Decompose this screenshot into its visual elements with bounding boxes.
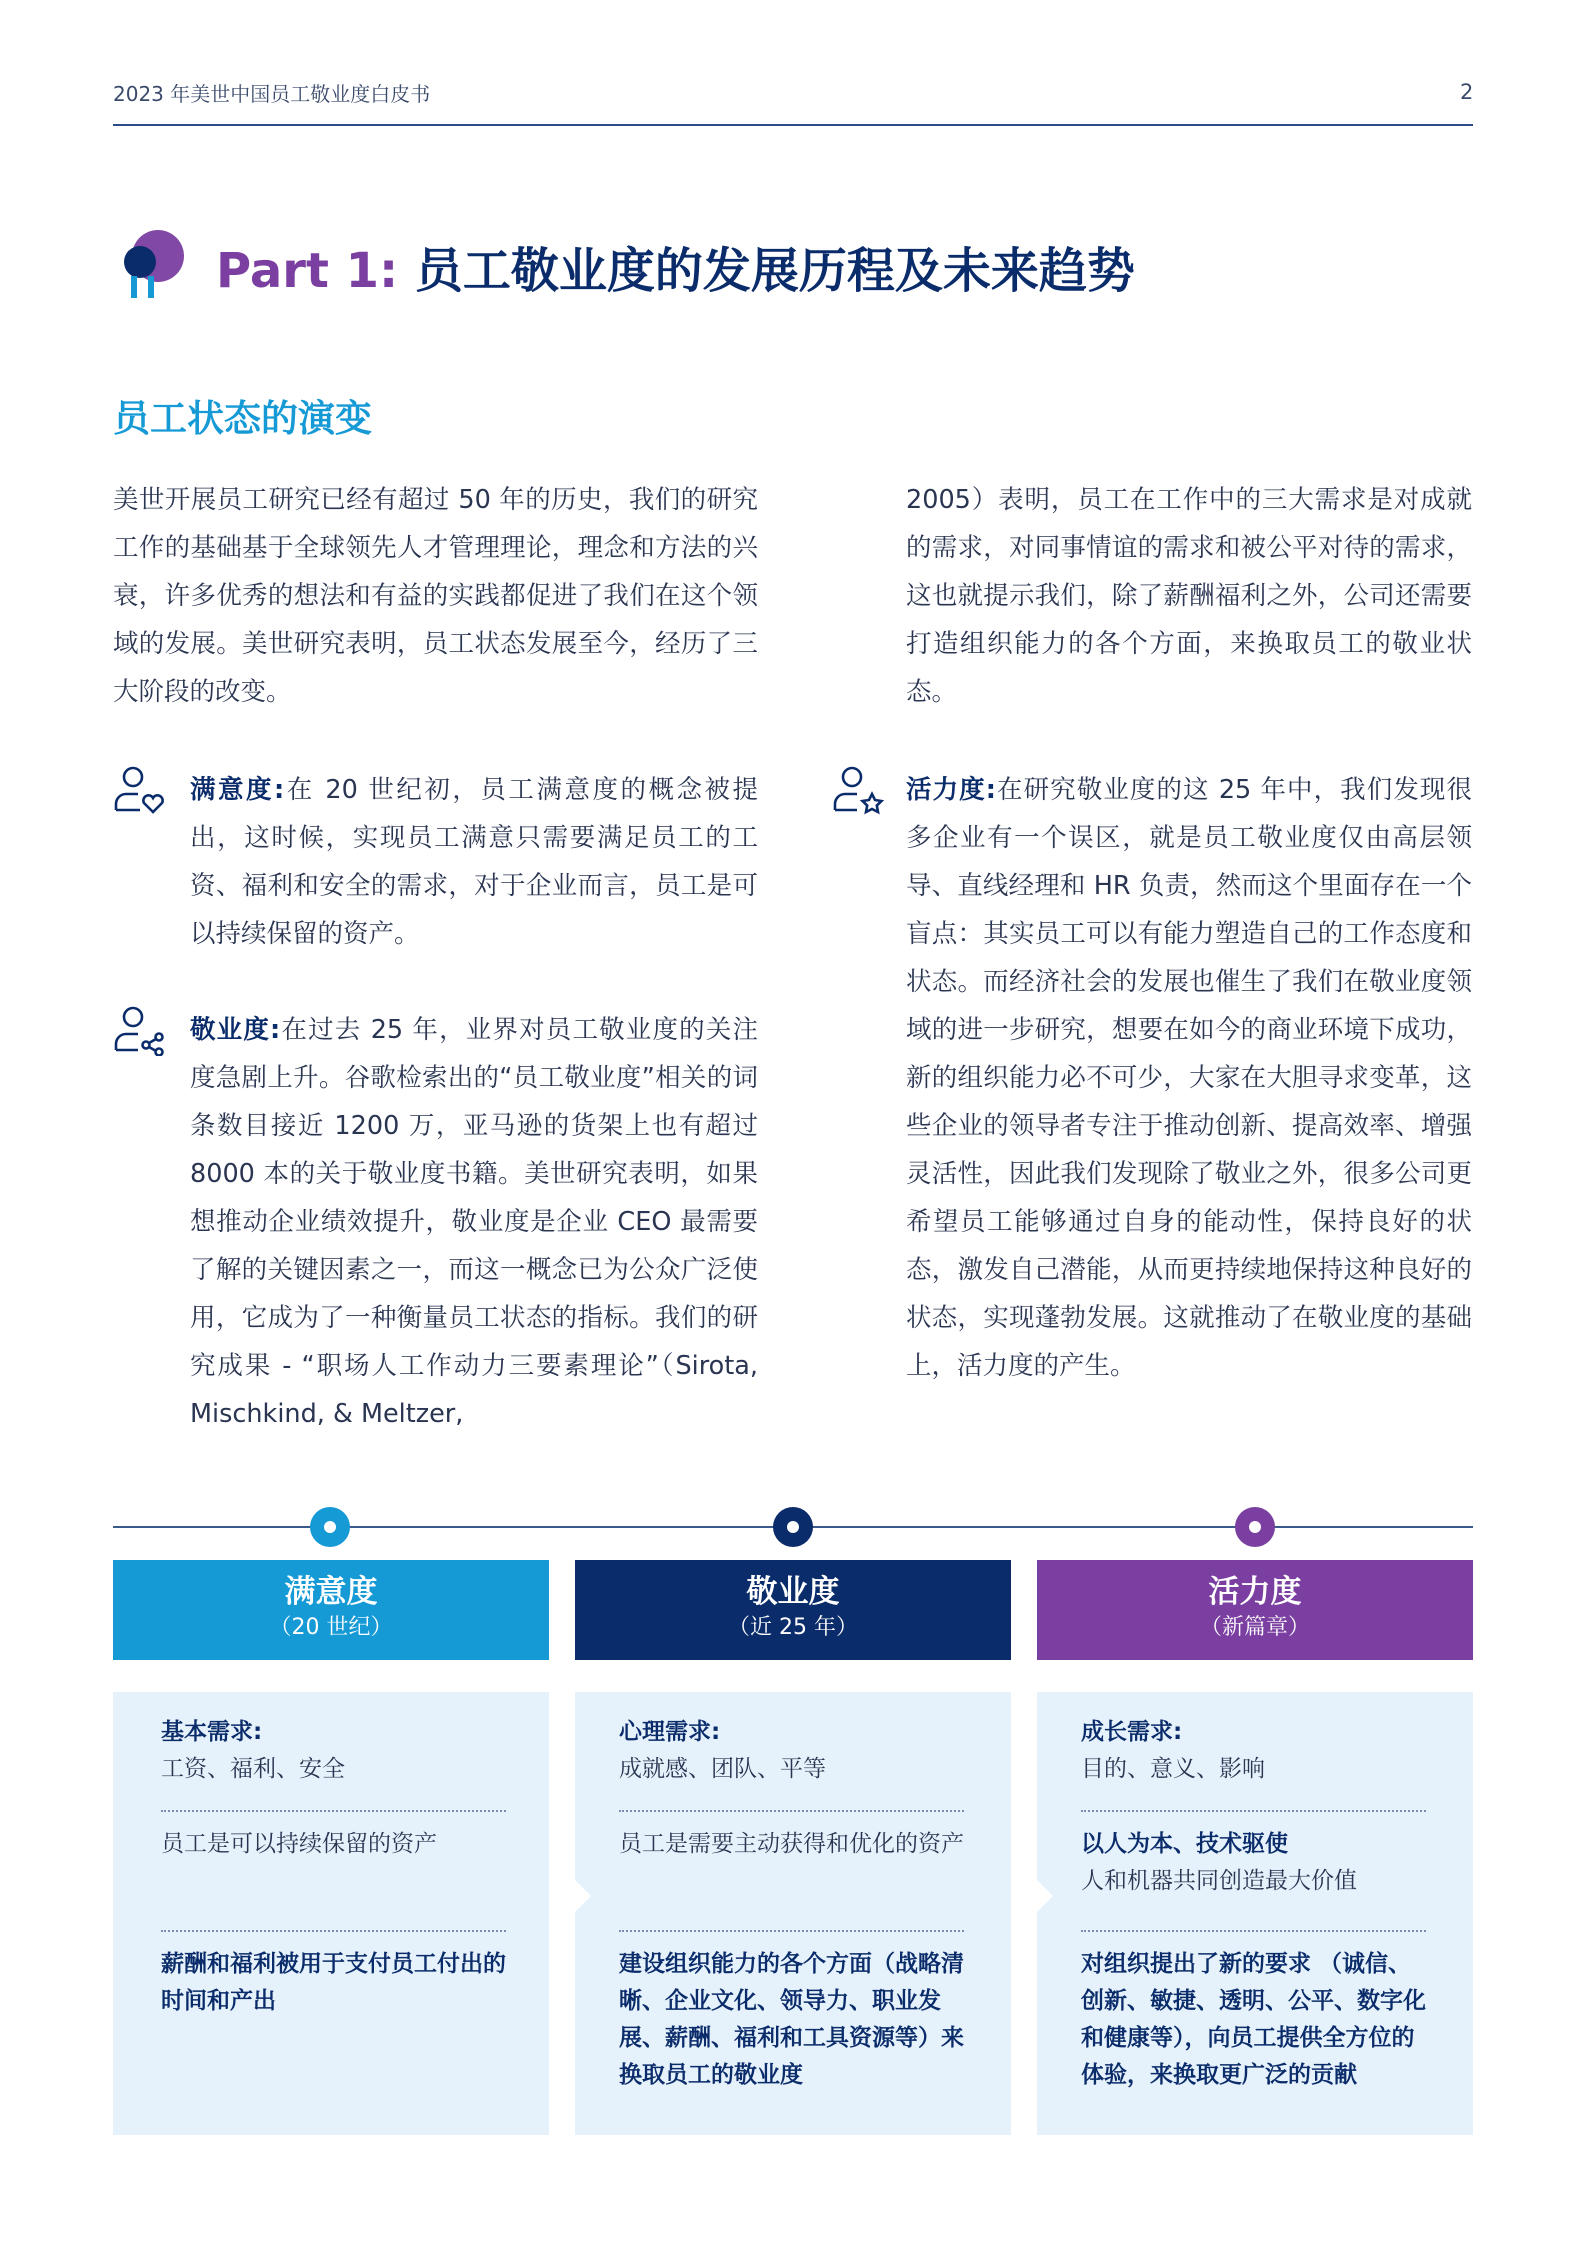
asset-text: 人和机器共同创造最大价值 (1081, 1868, 1357, 1894)
section-title: 员工状态的演变 (113, 397, 372, 440)
person-share-icon (113, 1004, 165, 1056)
dotted-divider (161, 1810, 506, 1812)
stage-card-vitality (1037, 1692, 1473, 2135)
header-divider (113, 124, 1473, 126)
page-number: 2 (1460, 80, 1474, 104)
stage-header-vitality (1037, 1560, 1473, 1660)
stage-card-satisfaction (113, 1692, 549, 2135)
dotted-divider (161, 1930, 506, 1932)
item-satisfaction-text: 在 20 世纪初，员工满意度的概念被提出，这时候，实现员工满意只需要满足员工的工资、福利和安全的需求，对于企业而言，员工是可以持续保留的资产。 (190, 775, 758, 949)
part-logo-icon (114, 224, 194, 300)
stage-header-engagement (575, 1560, 1011, 1660)
need-block (161, 1714, 506, 1788)
document-title: 2023 年美世中国员工敬业度白皮书 (113, 82, 431, 106)
timeline-dot-satisfaction (310, 1507, 350, 1547)
need-label: 心理需求: (619, 1719, 721, 1745)
person-heart-icon (113, 764, 165, 816)
part-label: Part 1: (216, 243, 399, 299)
bottom-text: 对组织提出了新的要求 （诚信、创新、敏捷、透明、公平、数字化和健康等），向员工提供全方位的体验，来换取更广泛的贡献 (1081, 1951, 1426, 2088)
timeline-dot-engagement (773, 1507, 813, 1547)
part-heading (216, 232, 1135, 301)
item-vitality (906, 766, 1472, 1390)
item-vitality-text: 在研究敬业度的这 25 年中，我们发现很多企业有一个误区，就是员工敬业度仅由高层领导、直线经理和 HR 负责，然而这个里面存在一个盲点：其实员工可以有能力塑造自己的工作态度和状态。而经济社会的发展也催生了我们在敬业度领域的进一步研究，想要在如今的商业环境下成功，新的组织能力必不可少，大家在大胆寻求变革，这些企业的领导者专注于推动创新、提高效率、增强灵活性，因此我们发现除了敬业之外，很多公司更希望员工能够通过自身的能动性，保持良好的状态，激发自己潜能，从而更持续地保持这种良好的状态，实现蓬勃发展。这就推动了在敬业度的基础上，活力度的产生。 (906, 775, 1472, 1381)
stage-subtitle: （新篇章） (1199, 1615, 1310, 1640)
dotted-divider (1081, 1810, 1426, 1812)
bottom-text: 薪酬和福利被用于支付员工付出的时间和产出 (161, 1951, 506, 2014)
asset-text: 员工是需要主动获得和优化的资产 (619, 1831, 964, 1857)
item-satisfaction (190, 766, 758, 958)
asset-label: 以人为本、技术驱使 (1081, 1831, 1288, 1857)
stage-card-engagement (575, 1692, 1011, 2135)
need-text: 工资、福利、安全 (161, 1756, 345, 1782)
need-block (619, 1714, 964, 1788)
stage-title: 敬业度 (746, 1574, 840, 1610)
stage-subtitle: （近 25 年） (728, 1615, 858, 1640)
need-text: 成就感、团队、平等 (619, 1756, 826, 1782)
intro-paragraph-right: 2005）表明，员工在工作中的三大需求是对成就的需求，对同事情谊的需求和被公平对待的需求，这也就提示我们，除了薪酬福利之外，公司还需要打造组织能力的各个方面，来换取员工的敬业状态。 (906, 485, 1472, 707)
dotted-divider (619, 1930, 964, 1932)
person-star-icon (832, 764, 884, 816)
arrow-notch (1037, 1880, 1053, 1912)
asset-block (1081, 1826, 1426, 1900)
part-title-text: 员工敬业度的发展历程及未来趋势 (414, 243, 1135, 299)
bottom-text: 建设组织能力的各个方面（战略清晰、企业文化、领导力、职业发展、薪酬、福利和工具资源等）来换取员工的敬业度 (619, 1951, 964, 2088)
intro-paragraph-left: 美世开展员工研究已经有超过 50 年的历史，我们的研究工作的基础基于全球领先人才管理理论，理念和方法的兴衰，许多优秀的想法和有益的实践都促进了我们在这个领域的发展。美世研究表明，员工状态发展至今，经历了三大阶段的改变。 (113, 485, 758, 707)
item-satisfaction-label: 满意度: (190, 775, 285, 805)
asset-text: 员工是可以持续保留的资产 (161, 1831, 437, 1857)
need-label: 基本需求: (161, 1719, 263, 1745)
stage-title: 活力度 (1208, 1574, 1302, 1610)
item-engagement-label: 敬业度: (190, 1015, 281, 1045)
stage-header-satisfaction (113, 1560, 549, 1660)
item-engagement (190, 1006, 758, 1438)
item-engagement-text: 在过去 25 年，业界对员工敬业度的关注度急剧上升。谷歌检索出的“员工敬业度”相关的词条数目接近 1200 万，亚马逊的货架上也有超过 8000 本的关于敬业度书籍。美世研究表明，如果想推动企业绩效提升，敬业度是企业 CEO 最需要了解的关键因素之一，而这一概念已为公众广泛使用，它成为了一种衡量员工状态的指标。我们的研究成果 - “职场人工作动力三要素理论”（Sirota, Mischkind, & Meltzer, (190, 1015, 758, 1429)
item-vitality-label: 活力度: (906, 775, 996, 805)
timeline-dot-vitality (1235, 1507, 1275, 1547)
need-block (1081, 1714, 1426, 1788)
need-text: 目的、意义、影响 (1081, 1756, 1265, 1782)
arrow-notch (575, 1880, 591, 1912)
dotted-divider (619, 1810, 964, 1812)
stage-title: 满意度 (284, 1574, 378, 1610)
stage-subtitle: （20 世纪） (269, 1615, 393, 1640)
dotted-divider (1081, 1930, 1426, 1932)
need-label: 成长需求: (1081, 1719, 1183, 1745)
